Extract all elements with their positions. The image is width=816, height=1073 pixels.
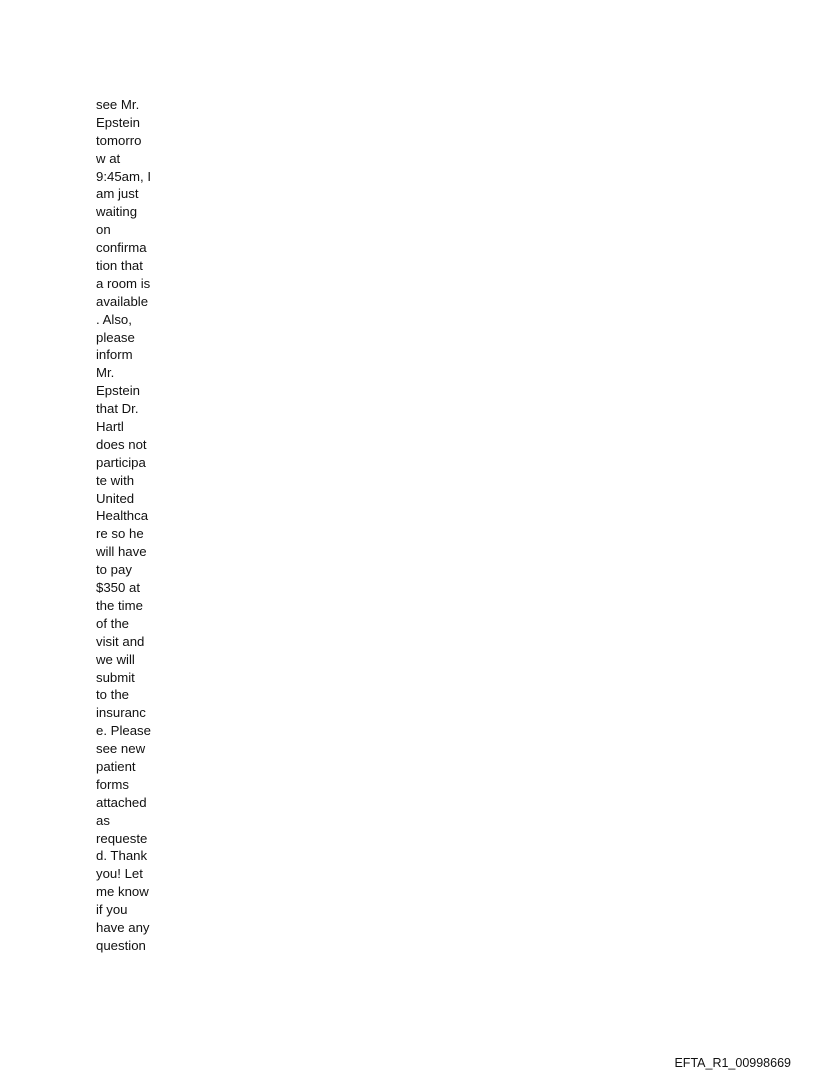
- body-text-line: to the: [96, 687, 129, 703]
- body-text-line: does not: [96, 436, 147, 452]
- body-text-line: me know: [96, 884, 149, 900]
- message-body-text: [96, 96, 160, 955]
- body-text-line: w at: [96, 150, 121, 166]
- body-text-line: Epstein: [96, 383, 140, 399]
- body-text-line: $350 at: [96, 580, 140, 596]
- body-text-line: on: [96, 222, 111, 238]
- body-text-line: re so he: [96, 526, 144, 542]
- body-text-line: a room is: [96, 275, 151, 291]
- body-text-line: participa: [96, 454, 146, 470]
- body-text-line: available: [96, 293, 149, 309]
- body-text-line: will have: [96, 544, 147, 560]
- body-text-line: of the: [96, 615, 129, 631]
- body-text-line: have any: [96, 919, 150, 935]
- body-text-line: see Mr.: [96, 97, 140, 112]
- body-text-line: Hartl: [96, 419, 124, 435]
- body-text-line: question: [96, 937, 146, 953]
- body-text-line: . Also,: [96, 311, 132, 327]
- body-text-line: that Dr.: [96, 401, 139, 417]
- body-text-line: if you: [96, 902, 128, 918]
- body-text-line: tomorro: [96, 132, 142, 148]
- body-text-line: d. Thank: [96, 848, 148, 864]
- body-text-line: Mr.: [96, 365, 115, 381]
- body-text-line: tion that: [96, 258, 143, 274]
- body-text-line: we will: [96, 651, 135, 667]
- body-text-line: patient: [96, 758, 136, 774]
- body-text-line: inform: [96, 347, 133, 363]
- body-text-line: te with: [96, 472, 135, 488]
- body-text-line: as: [96, 812, 110, 828]
- body-text-line: United: [96, 490, 135, 506]
- body-text-line: to pay: [96, 562, 132, 578]
- body-text-line: 9:45am, I: [96, 168, 151, 184]
- body-text-line: attached: [96, 794, 147, 810]
- body-text-line: waiting: [96, 204, 138, 220]
- body-text-line: please: [96, 329, 135, 345]
- body-text-line: Epstein: [96, 114, 140, 130]
- body-text-line: forms: [96, 776, 129, 792]
- body-text-line: Healthca: [96, 508, 149, 524]
- body-text-line: submit: [96, 669, 135, 685]
- body-text-line: the time: [96, 597, 143, 613]
- body-text-line: am just: [96, 186, 139, 202]
- body-text-line: insuranc: [96, 705, 146, 721]
- body-text-line: visit and: [96, 633, 145, 649]
- body-text-line: see new: [96, 741, 146, 757]
- body-text-line: e. Please: [96, 723, 151, 739]
- body-text-line: requeste: [96, 830, 148, 846]
- body-text-line: confirma: [96, 240, 147, 256]
- document-id-stamp: EFTA_R1_00998669: [674, 1056, 791, 1070]
- body-text-line: you! Let: [96, 866, 143, 882]
